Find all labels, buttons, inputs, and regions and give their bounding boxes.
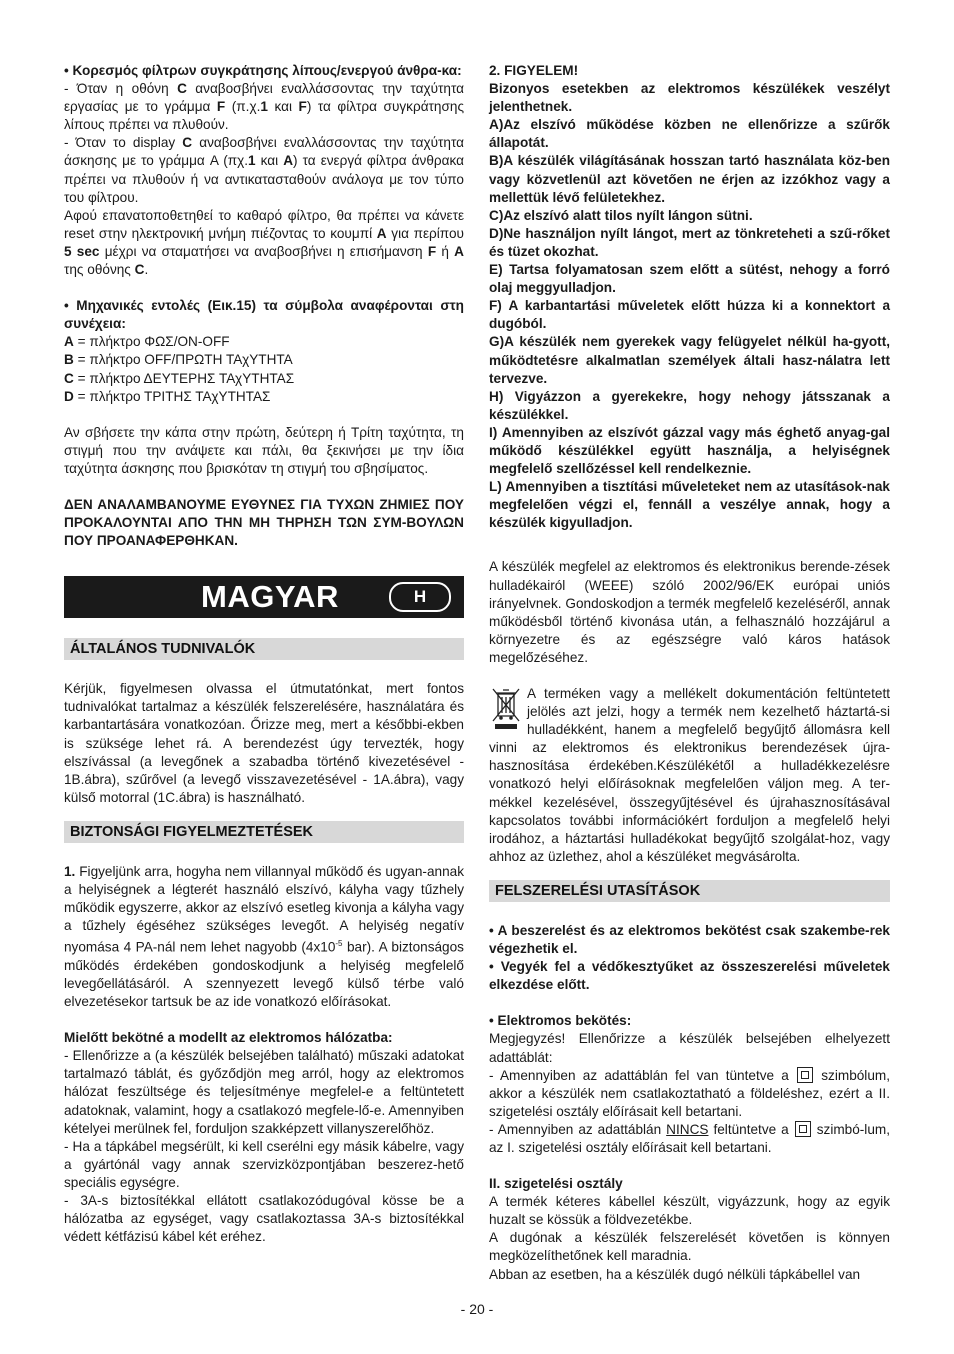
greek-filter-heading: • Κορεσμός φίλτρων συγκράτησης λίπους/ενεργού άνθρα-κα:	[64, 63, 462, 78]
warning-line: Bizonyos esetekben az elektromos készülékek veszélyt jelenthetnek.	[489, 81, 890, 115]
warning-line: B)A készülék világításának hosszan tartó használata köz-ben vagy közvetlenül azt követően ne érjen az izzókhoz vagy a mellettük lévő felületekhez.	[489, 153, 890, 205]
greek-filter-paragraph-2: - Όταν το display C αναβοσβήνει εναλλάσσοντας την ταχύτητα άσκησης με το γράμμα A (πχ.1 και A) τα ενεργά φίλτρα άνθρακα πρέπει να πλυθούν ή να αντικατασταθούν ανάλογα με τον τύπο του φίλτρου.	[64, 135, 464, 205]
greek-commands-heading: • Μηχανικές εντολές (Εικ.15) τα σύμβολα αναφέρονται στη συνέχεια:	[64, 298, 464, 332]
weee-block	[489, 685, 890, 866]
before-connect-item: - Ellenőrizze a (a készülék belsejében található) műszaki adatokat tartalmazó táblát, és győződjön meg arról, hogy az elektromos hálózat feszültsége és teljesítménye megfelel-e a feltüntetett adatoknak, valamint, hogy a csatlakozó megfele-lő-e. Amennyiben kételyei merülnek fel, forduljon szakképzett villanyszerelőhöz.	[64, 1048, 464, 1136]
electrical-note: Megjegyzés! Ellenőrizze a készülék belsejében elhelyezett adattáblát:	[489, 1031, 890, 1065]
double-insulation-icon	[795, 1121, 811, 1137]
page-number: - 20 -	[460, 1301, 494, 1317]
greek-command-item: D = πλήκτρο ΤΡΙΤΗΣ ΤΑχΥΤΗΤΑΣ	[64, 388, 271, 404]
warning-line: I) Amennyiben az elszívót gázzal vagy más éghető anyag-gal működő készülékkel együtt használja, a helyiségnek megfelelő szellőzéssel kell rendelkeznie.	[489, 424, 890, 477]
class2-line: A dugónak a készülék felszerelését követően is könnyen megközelíthetőnek kell maradnia.	[489, 1230, 890, 1264]
general-info-text: Kérjük, figyelmesen olvassa el útmutatónkat, mert fontos tudnivalókat tartalmaz a készülék felszerelésére, használatára és karbantartására vonatkozóan. Őrizze meg, mert a későbbi-ekben is szüksége lehet rá. A berendezést úgy tervezték, hogy elszívással (a levegőnek a szabadba történő kivezetésével - 1B.ábra), szűrővel (a levegő visszavezetésével - 1A.ábra), vagy külső motorral (1C.ábra) is használható.	[64, 681, 464, 805]
warning-heading: 2. FIGYELEM!	[489, 63, 579, 78]
class2-line: Abban az esetben, ha a készülék dugó nélküli tápkábellel van	[489, 1266, 861, 1282]
warning-line: C)Az elszívó alatt tilos nyílt lángon sütni.	[489, 207, 753, 223]
left-column	[64, 62, 464, 1246]
right-column	[489, 62, 890, 1284]
before-connect-item: - 3A-s biztosítékkal ellátott csatlakozódugóval kösse be a hálózatba az egységet, vagy csatlakoztassa 3A-s biztosítékkal védett kétfázisú kábel két eréhez.	[64, 1193, 464, 1245]
greek-filter-paragraph-3: Αφού επανατοποθετηθεί το καθαρό φίλτρο, θα πρέπει να κάνετε reset στην ηλεκτρονική μνήμη πιέζοντας το κουμπί A για περίπου 5 sec μέχρι να σταματήσει να αναβοσβήνει η επισήμανση F ή A της οθόνης C.	[64, 207, 464, 278]
installation-bullet: • A beszerelést és az elektromos bekötést csak szakembe-rek végezhetik el.	[489, 922, 890, 957]
greek-command-item: B = πλήκτρο OFF/ΠΡΩΤΗ ΤΑχΥΤΗΤΑ	[64, 352, 293, 368]
greek-filter-paragraph-1: - Όταν η οθόνη C αναβοσβήνει εναλλάσσοντας την ταχύτητα εργασίας με το γράμμα F (π.χ.1 και F) τα φίλτρα συγκράτησης λίπους πρέπει να πλυθούν.	[64, 81, 464, 133]
weee-paragraph-1: A készülék megfelel az elektromos és elektronikus berende-zések hulladékairól (WEEE) szóló 2002/96/EK európai uniós irányelvnek. Gondoskodjon a termék megfelelő kezeléséről, annak működésből történő kivonása után, a felhasználó hozzájárul a környezetre és az egészségre való káros hatások megelőzéséhez.	[489, 559, 890, 665]
safety-paragraph-1: 1. Figyeljünk arra, hogyha nem villannyal működő és ugyan-annak a helyiségnek a légterét használó elszívó, kályha vagy tűzhely működik egyszerre, akkor az elszívó esetleg kivonja a kályha vagy a tűzhely égéséhez szükséges levegőt. A helyiség negatív nyomása 4 PA-nál nem lehet nagyobb ($4x10^{-5}$ bar). A biztonságos működés érdekében gondoskodjunk a helyiség megfelelő levegőellátásáról. A szennyezett levegő külső térbe való elvezetésekor tartsuk be az ide vonatkozó előírásokat.	[64, 863, 464, 1010]
warning-line: F) A karbantartási műveletek előtt húzza ki a konnektort a dugóból.	[489, 298, 890, 332]
greek-command-item: A = πλήκτρο ΦΩΣ/ON-OFF	[64, 334, 230, 350]
installation-bullet: • Vegyék fel a védőkesztyűket az összeszerelési műveletek elkezdése előtt.	[489, 959, 890, 993]
before-connect-heading: Mielőtt bekötné a modellt az elektromos hálózatba:	[64, 1030, 393, 1046]
greek-command-item: C = πλήκτρο ΔΕΥΤΕΡΗΣ ΤΑχΥΤΗΤΑΣ	[64, 370, 295, 386]
warning-line: H) Vigyázzon a gyerekekre, hogy nehogy játsszanak a készülékkel.	[489, 388, 890, 422]
greek-disclaimer: ΔΕΝ ΑΝΑΛΑΜΒΑΝΟΥΜΕ ΕΥΘΥΝΕΣ ΓΙΑ ΤΥΧΩΝ ΖΗΜΙΕΣ ΠΟΥ ΠΡΟΚΑΛΟΥΝΤΑΙ ΑΠΟ ΤΗΝ ΜΗ ΤΗΡΗΣΗ ΤΩΝ ΣΥΜ-ΒΟΥΛΩΝ ΠΟΥ ΠΡΟΑΝΑΦΕΡΘΗΚΑΝ.	[64, 496, 464, 549]
warning-line: E) Tartsa folyamatosan szem előtt a sütést, nehogy a forró olaj meggyulladjon.	[489, 262, 890, 296]
electrical-heading: • Elektromos bekötés:	[489, 1013, 632, 1029]
installation-heading: FELSZERELÉSI UTASÍTÁSOK	[489, 880, 890, 902]
double-insulation-icon	[797, 1067, 813, 1083]
warning-line: G)A készülék nem gyerekek vagy felügyelet nélkül ha-gyott, működtetésre alkalmatlan személyek általi hasz-nálatra lett tervezve.	[489, 334, 890, 386]
electrical-item-2: - Amennyiben az adattáblán NINCS feltüntetve a szimbó-lum, az I. szigetelési osztály előírásait kell betartani.	[489, 1121, 890, 1155]
electrical-item-1: - Amennyiben az adattáblán fel van tüntetve a szimbólum, akkor a készülék nem csatlakoztatható a földeléshez, ezért a II. szigetelési osztály előírásait kell betartani.	[489, 1067, 890, 1119]
language-banner	[64, 576, 464, 618]
warning-line: A)Az elszívó működése közben ne ellenőrizze a szűrők állapotát.	[489, 117, 890, 151]
before-connect-item: - Ha a tápkábel megsérült, ki kell cserélni egy másik kábelre, vagy a gyártónál vagy annak szervizközpontjában beszerez-hető speciális egységre.	[64, 1138, 464, 1190]
crossed-bin-icon	[489, 685, 523, 731]
class2-line: A termék kéteres kábellel készült, vigyázzunk, hogy az egyik huzalt se kössük a földvezetékbe.	[489, 1194, 890, 1228]
warning-line: D)Ne használjon nyílt lángot, mert az tönkreteheti a szű-rőket és tüzet okozhat.	[489, 225, 890, 259]
class2-heading: II. szigetelési osztály	[489, 1176, 623, 1192]
safety-heading: BIZTONSÁGI FIGYELMEZTETÉSEK	[64, 821, 464, 843]
general-info-heading: ÁLTALÁNOS TUDNIVALÓK	[64, 638, 464, 660]
greek-speed-text: Αν σβήσετε την κάπα στην πρώτη, δεύτερη ή Τρίτη ταχύτητα, τη στιγμή που την ανάψετε και πάλι, θα ξεκινήσει με την ίδια ταχύτητα άσκησης που βρισκόταν τη στιγμή του σβησίματος.	[64, 424, 464, 476]
warning-line: L) Amennyiben a tisztítási műveleteket nem az utasítások-nak megfelelően végzi el, fennáll a veszélye annak, hogy a készülék kigyulladjon.	[489, 479, 890, 531]
language-title: MAGYAR	[201, 579, 339, 615]
weee-paragraph-2: A terméken vagy a mellékelt dokumentáción feltüntetett jelölés azt jelzi, hogy a termék nem kezelhető háztartá-si hulladékként, hanem a megfelelő begyűjtő állomásra kell vinni az elektromos és elektronikus berendezések újra-hasznosítása érdekében.Készülékétől a hulladékkezelésre vonatkozó helyi előírásoknak megfelelően váljon meg. A ter-mékkel kezelésével, összegyűjtésével és újrahasznosításával kapcsolatos további információkért forduljon a megfelelő helyi irodához, a háztartási hulladékokat begyűjtő szolgálat-hoz, vagy ahhoz az üzlethez, ahol a készüléket megvásárolta.	[489, 686, 890, 864]
language-badge: H	[389, 582, 451, 612]
